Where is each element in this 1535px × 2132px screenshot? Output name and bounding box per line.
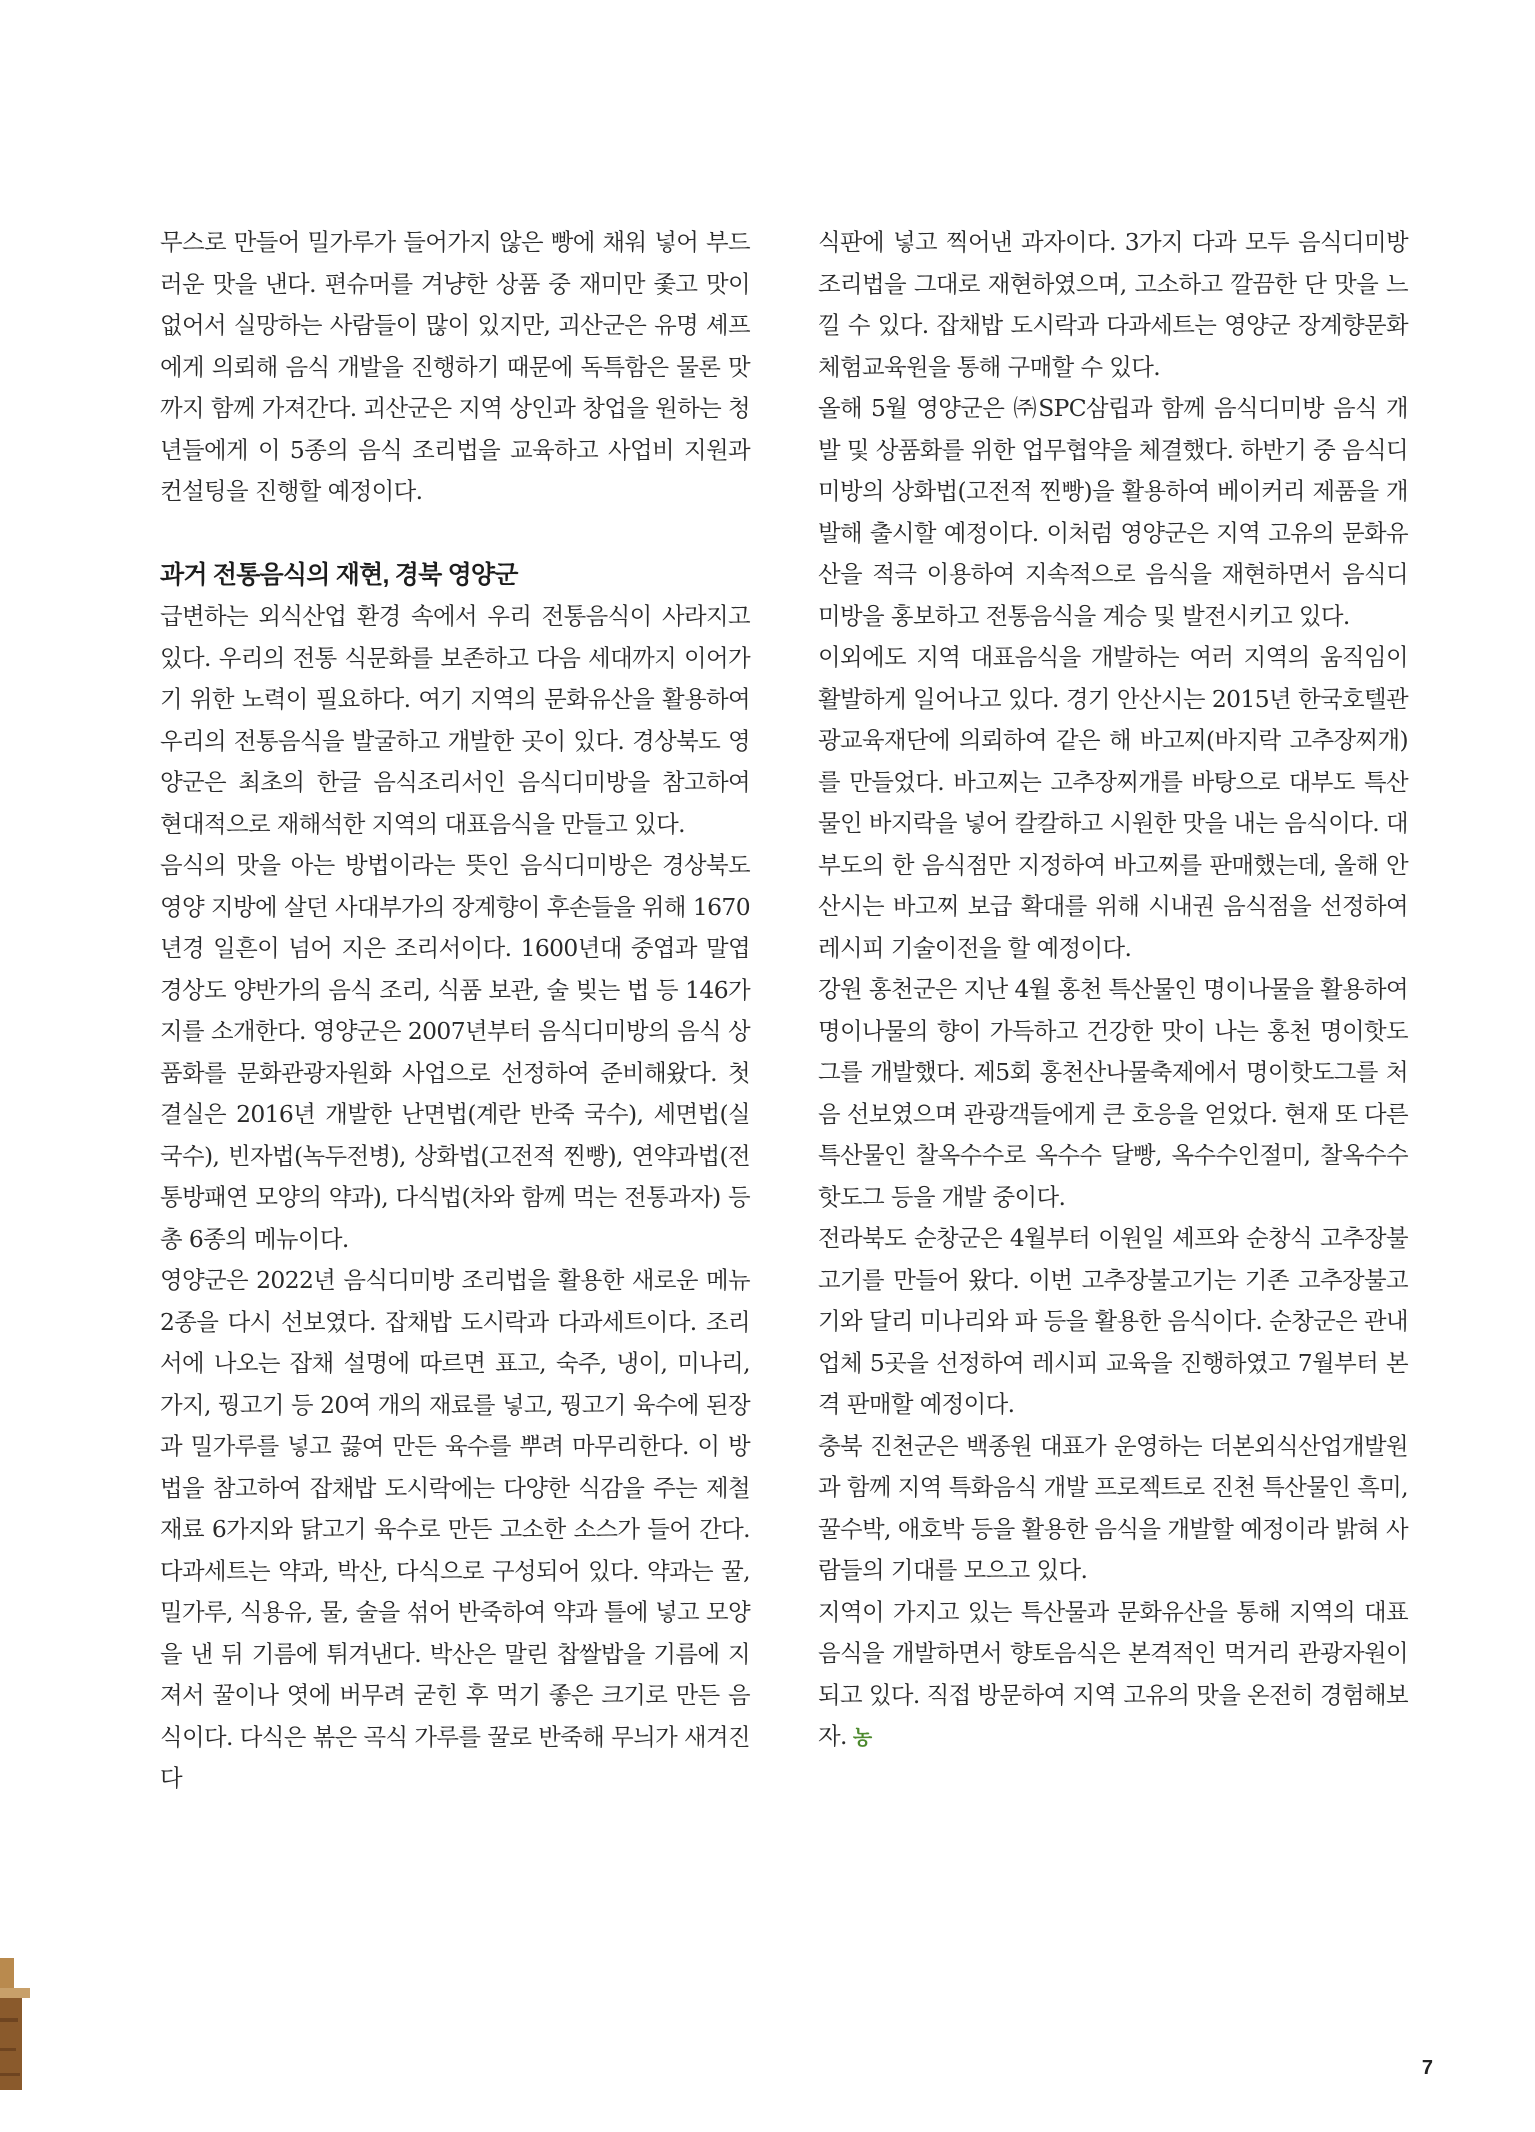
paragraph: 무스로 만들어 밀가루가 들어가지 않은 빵에 채워 넣어 부드러운 맛을 낸다. 편슈머를 겨냥한 상품 중 재미만 좇고 맛이 없어서 실망하는 사람들이 많이 있지만, 괴산군은 유명 셰프에게 의뢰해 음식 개발을 진행하기 때문에 독특함은 물론 맛까지 함께 가져간다. 괴산군은 지역 상인과 창업을 원하는 청년들에게 이 5종의 음식 조리법을 교육하고 사업비 지원과 컨설팅을 진행할 예정이다. bbox=[160, 228, 750, 505]
paragraph: 음식의 맛을 아는 방법이라는 뜻인 음식디미방은 경상북도 영양 지방에 살던 사대부가의 장계향이 후손들을 위해 1670년경 일흔이 넘어 지은 조리서이다. 1600년대 중엽과 말엽 경상도 양반가의 음식 조리, 식품 보관, 술 빚는 법 등 146가지를 소개한다. 영양군은 2007년부터 음식디미방의 음식 상품화를 문화관광자원화 사업으로 선정하여 준비해왔다. 첫 결실은 2016년 개발한 난면법(계란 반죽 국수), 세면법(실국수), 빈자법(녹두전병), 상화법(고전적 찐빵), 연약과법(전통방패연 모양의 약과), 다식법(차와 함께 먹는 전통과자) 등 총 6종의 메뉴이다. bbox=[160, 851, 750, 1253]
paragraph: 올해 5월 영양군은 ㈜SPC삼립과 함께 음식디미방 음식 개발 및 상품화를 위한 업무협약을 체결했다. 하반기 중 음식디미방의 상화법(고전적 찐빵)을 활용하여 베이커리 제품을 개발해 출시할 예정이다. 이처럼 영양군은 지역 고유의 문화유산을 적극 이용하여 지속적으로 음식을 재현하면서 음식디미방을 홍보하고 전통음식을 계승 및 발전시키고 있다. bbox=[818, 394, 1408, 630]
wooden-object-decoration bbox=[0, 1958, 30, 2090]
paragraph: 식판에 넣고 찍어낸 과자이다. 3가지 다과 모두 음식디미방 조리법을 그대로 재현하였으며, 고소하고 깔끔한 단 맛을 느낄 수 있다. 잡채밥 도시락과 다과세트는 영양군 장계향문화체험교육원을 통해 구매할 수 있다. bbox=[818, 228, 1408, 381]
paragraph: 충북 진천군은 백종원 대표가 운영하는 더본외식산업개발원과 함께 지역 특화음식 개발 프로젝트로 진천 특산물인 흑미, 꿀수박, 애호박 등을 활용한 음식을 개발할 예정이라 밝혀 사람들의 기대를 모으고 있다. bbox=[818, 1431, 1408, 1584]
closing-text: 지역이 가지고 있는 특산물과 문화유산을 통해 지역의 대표음식을 개발하면서 향토음식은 본격적인 먹거리 관광자원이 되고 있다. 직접 방문하여 지역 고유의 맛을 온전히 경험해보자. bbox=[818, 1597, 1408, 1750]
paragraph: 강원 홍천군은 지난 4월 홍천 특산물인 명이나물을 활용하여 명이나물의 향이 가득하고 건강한 맛이 나는 홍천 명이핫도그를 개발했다. 제5회 홍천산나물축제에서 명이핫도그를 처음 선보였으며 관광객들에게 큰 호응을 얻었다. 현재 또 다른 특산물인 찰옥수수로 옥수수 달빵, 옥수수인절미, 찰옥수수핫도그 등을 개발 중이다. bbox=[818, 975, 1409, 1211]
paragraph: 이외에도 지역 대표음식을 개발하는 여러 지역의 움직임이 활발하게 일어나고 있다. 경기 안산시는 2015년 한국호텔관광교육재단에 의뢰하여 같은 해 바고찌(바지락 고추장찌개)를 만들었다. 바고찌는 고추장찌개를 바탕으로 대부도 특산물인 바지락을 넣어 칼칼하고 시원한 맛을 내는 음식이다. 대부도의 한 음식점만 지정하여 바고찌를 판매했는데, 올해 안산시는 바고찌 보급 확대를 위해 시내권 음식점을 선정하여 레시피 기술이전을 할 예정이다. bbox=[818, 643, 1408, 962]
article-left-column bbox=[160, 222, 750, 1800]
paragraph: 영양군은 2022년 음식디미방 조리법을 활용한 새로운 메뉴 2종을 다시 선보였다. 잡채밥 도시락과 다과세트이다. 조리서에 나오는 잡채 설명에 따르면 표고, 숙주, 냉이, 미나리, 가지, 꿩고기 등 20여 개의 재료를 넣고, 꿩고기 육수에 된장과 밀가루를 넣고 끓여 만든 육수를 뿌려 마무리한다. 이 방법을 참고하여 잡채밥 도시락에는 다양한 식감을 주는 제철 재료 6가지와 닭고기 육수로 만든 고소한 소스가 들어 간다. 다과세트는 약과, 박산, 다식으로 구성되어 있다. 약과는 꿀, 밀가루, 식용유, 물, 술을 섞어 반죽하여 약과 틀에 넣고 모양을 낸 뒤 기름에 튀겨낸다. 박산은 말린 찹쌀밥을 기름에 지져서 꿀이나 엿에 버무려 굳힌 후 먹기 좋은 크기로 만든 음식이다. 다식은 볶은 곡식 가루를 꿀로 반죽해 무늬가 새겨진 다 bbox=[160, 1266, 750, 1792]
page-number: 7 bbox=[1421, 2057, 1433, 2079]
end-mark-icon: 농 bbox=[852, 1725, 872, 1749]
paragraph: 급변하는 외식산업 환경 속에서 우리 전통음식이 사라지고 있다. 우리의 전통 식문화를 보존하고 다음 세대까지 이어가기 위한 노력이 필요하다. 여기 지역의 문화유산을 활용하여 우리의 전통음식을 발굴하고 개발한 곳이 있다. 경상북도 영양군은 최초의 한글 음식조리서인 음식디미방을 참고하여 현대적으로 재해석한 지역의 대표음식을 만들고 있다. bbox=[160, 602, 750, 838]
closing-paragraph bbox=[818, 1592, 1408, 1759]
paragraph: 전라북도 순창군은 4월부터 이원일 셰프와 순창식 고추장불고기를 만들어 왔다. 이번 고추장불고기는 기존 고추장불고기와 달리 미나리와 파 등을 활용한 음식이다. 순창군은 관내 업체 5곳을 선정하여 레시피 교육을 진행하였고 7월부터 본격 판매할 예정이다. bbox=[818, 1224, 1408, 1418]
section-heading: 과거 전통음식의 재현, 경북 영양군 bbox=[160, 560, 518, 589]
article-right-column bbox=[818, 222, 1408, 1759]
